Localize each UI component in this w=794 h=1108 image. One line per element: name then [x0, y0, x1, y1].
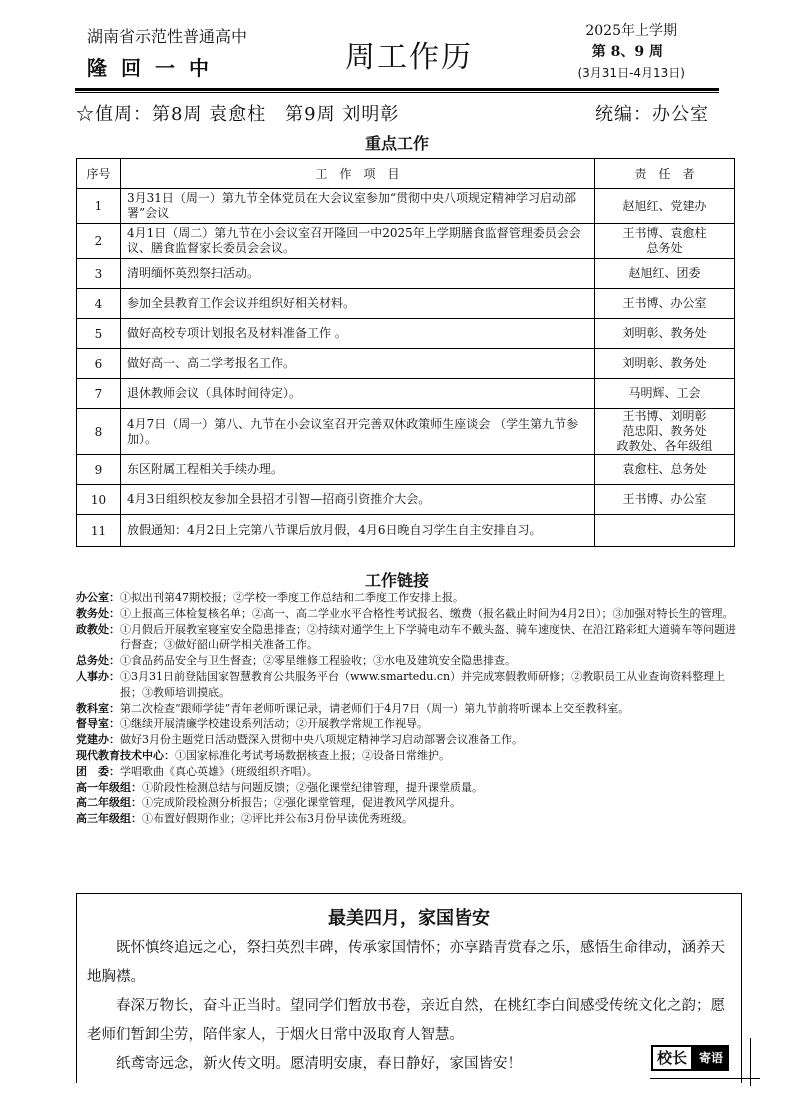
row-number: 2	[77, 224, 121, 259]
responsible: 刘明彰、教务处	[595, 349, 735, 379]
list-item	[76, 764, 742, 780]
table-header-row	[77, 159, 735, 189]
badge-principal: 校长	[651, 1045, 693, 1071]
department-label: 高三年级组：	[76, 812, 142, 826]
list-item	[76, 701, 742, 717]
department-task: ①继续开展清廉学校建设系列活动；②开展教学常规工作视导。	[120, 717, 428, 731]
header-rule	[75, 88, 719, 93]
key-work-title: 重点工作	[364, 134, 429, 153]
responsible: 马明辉、工会	[595, 379, 735, 409]
table-row	[77, 409, 735, 455]
department-label: 团 委：	[76, 764, 120, 778]
row-number: 8	[77, 409, 121, 455]
department-label: 人事办：	[76, 669, 120, 683]
list-item	[76, 653, 742, 669]
work-links-list	[76, 590, 742, 827]
department-task: ①上报高三体检复核名单；②高一、高二学业水平合格性考试报名、缴费（报名截止时间为4月2日）；③加强对特长生的管理。	[120, 606, 734, 620]
department-task: ①完成阶段检测分析报告；②强化课堂管理，促进教风学风提升。	[142, 796, 461, 810]
department-task: ①拟出刊第47期校报；②学校一季度工作总结和二季度工作安排上报。	[120, 591, 464, 604]
work-item: 放假通知：4月2日上完第八节课后放月假，4月6日晚自习学生自主安排自习。	[121, 515, 595, 547]
work-item: 4月7日（周一）第八、九节在小会议室召开完善双休政策师生座谈会 （学生第九节参加）。	[121, 409, 595, 455]
column-header: 工 作 项 目	[121, 159, 595, 189]
table-row	[77, 515, 735, 547]
date-range: (3月31日-4月13日)	[577, 66, 685, 80]
department-task: ①国家标准化考试考场数据核查上报；②设备日常维护。	[175, 748, 450, 762]
department-label: 教务处：	[76, 606, 120, 620]
responsible: 王书博、刘明彰 范忠阳、教务处 政教处、各年级组	[595, 409, 735, 455]
row-number: 5	[77, 319, 121, 349]
list-item	[76, 622, 742, 654]
page-title: 周工作历	[345, 40, 473, 75]
table-row	[77, 319, 735, 349]
row-number: 9	[77, 455, 121, 485]
duty-info: ☆值周：第8周 袁愈柱 第9周 刘明彰	[76, 104, 400, 125]
department-task: ①月假后开展教室寝室安全隐患排查；②持续对通学生上下学骑电动车不戴头盔、骑车速度快、在沿江路彩虹大道骑车等问题进行督查；③做好韶山研学相关准备工作。	[120, 622, 736, 652]
department-task: ①布置好假期作业；②评比并公布3月份早读优秀班级。	[142, 812, 413, 826]
department-task: 第二次检查“跟师学徒”青年老师听课记录，请老师们于4月7日（周一）第九节前将听课本上交至教科室。	[120, 701, 630, 715]
department-label: 办公室：	[76, 591, 120, 604]
badge-message: 寄语	[693, 1045, 729, 1071]
work-item: 做好高校专项计划报名及材料准备工作 。	[121, 319, 595, 349]
list-item	[76, 795, 742, 811]
list-item	[76, 780, 742, 796]
work-item: 东区附属工程相关手续办理。	[121, 455, 595, 485]
column-header: 序号	[77, 159, 121, 189]
department-label: 现代教育技术中心：	[76, 748, 175, 762]
corner-rule-horizontal	[650, 1078, 760, 1079]
department-label: 高一年级组：	[76, 780, 142, 794]
responsible: 王书博、袁愈柱 总务处	[595, 224, 735, 259]
department-task: 学唱歌曲《真心英雄》（班级组织齐唱）。	[120, 764, 318, 778]
work-item: 清明缅怀英烈祭扫活动。	[121, 259, 595, 289]
table-row	[77, 259, 735, 289]
department-task: ①3月31日前登陆国家智慧教育公共服务平台（www.smartedu.cn）并完成寒假教师研修；②教职员工从业查询资料整理上报；③教师培训摸底。	[120, 669, 726, 699]
department-label: 政教处：	[76, 622, 120, 636]
work-item: 退休教师会议（具体时间待定）。	[121, 379, 595, 409]
editor-info: 统编：办公室	[595, 104, 709, 125]
work-item: 做好高一、高二学考报名工作。	[121, 349, 595, 379]
header	[75, 14, 715, 84]
department-label: 总务处：	[76, 654, 120, 668]
weeks: 第 8、9 周	[591, 44, 663, 60]
department-label: 党建办：	[76, 733, 120, 747]
work-links-title: 工作链接	[364, 571, 429, 590]
row-number: 11	[77, 515, 121, 547]
table-row	[77, 224, 735, 259]
list-item	[76, 590, 742, 606]
row-number: 3	[77, 259, 121, 289]
table-row	[77, 379, 735, 409]
table-row	[77, 485, 735, 515]
list-item	[76, 606, 742, 622]
responsible	[595, 515, 735, 547]
department-label: 督导室：	[76, 717, 120, 731]
table-row	[77, 289, 735, 319]
row-number: 1	[77, 189, 121, 224]
school-line2: 隆回一中	[87, 56, 223, 80]
work-item: 参加全县教育工作会议并组织好相关材料。	[121, 289, 595, 319]
department-task: 做好3月份主题党日活动暨深入贯彻中央八项规定精神学习启动部署会议准备工作。	[120, 733, 523, 747]
term: 2025年上学期	[585, 23, 677, 39]
principal-badge	[651, 1045, 729, 1071]
department-label: 高二年级组：	[76, 796, 142, 810]
work-item: 3月31日（周一）第九节全体党员在大会议室参加“贯彻中央八项规定精神学习启动部署”会议	[121, 189, 595, 224]
row-number: 10	[77, 485, 121, 515]
responsible: 袁愈柱、总务处	[595, 455, 735, 485]
column-header: 责 任 者	[595, 159, 735, 189]
responsible: 刘明彰、教务处	[595, 319, 735, 349]
list-item	[76, 748, 742, 764]
department-label: 教科室：	[76, 701, 120, 715]
key-work-table	[76, 158, 735, 547]
closing-message	[76, 893, 742, 1083]
responsible: 赵旭红、团委	[595, 259, 735, 289]
closing-title: 最美四月，家国皆安	[328, 908, 490, 929]
row-number: 6	[77, 349, 121, 379]
closing-paragraph: 既怀慎终追远之心，祭扫英烈丰碑，传承家国情怀；亦享踏青赏春之乐，感悟生命律动，涵养天地胸襟。	[87, 940, 725, 985]
row-number: 7	[77, 379, 121, 409]
list-item	[76, 811, 742, 827]
responsible: 王书博、办公室	[595, 485, 735, 515]
closing-paragraph: 纸鸢寄远念，新火传文明。愿清明安康，春日静好，家国皆安！	[116, 1056, 522, 1072]
work-item: 4月3日组织校友参加全县招才引智—招商引资推介大会。	[121, 485, 595, 515]
table-row	[77, 455, 735, 485]
list-item	[76, 716, 742, 732]
list-item	[76, 732, 742, 748]
closing-paragraph: 春深万物长，奋斗正当时。望同学们暂放书卷，亲近自然，在桃红李白间感受传统文化之韵；愿老师们暂卸尘劳，陪伴家人，于烟火日常中汲取育人智慧。	[87, 998, 725, 1043]
table-row	[77, 189, 735, 224]
row-number: 4	[77, 289, 121, 319]
responsible: 王书博、办公室	[595, 289, 735, 319]
department-task: ①食品药品安全与卫生督查；②零星维修工程验收；③水电及建筑安全隐患排查。	[120, 654, 516, 668]
department-task: ①阶段性检测总结与问题反馈；②强化课堂纪律管理，提升课堂质量。	[142, 780, 483, 794]
school-line1: 湖南省示范性普通高中	[87, 27, 248, 46]
responsible: 赵旭红、党建办	[595, 189, 735, 224]
table-row	[77, 349, 735, 379]
work-item: 4月1日（周二）第九节在小会议室召开隆回一中2025年上学期膳食监督管理委员会会议、膳食监督家长委员会会议。	[121, 224, 595, 259]
list-item	[76, 669, 742, 701]
